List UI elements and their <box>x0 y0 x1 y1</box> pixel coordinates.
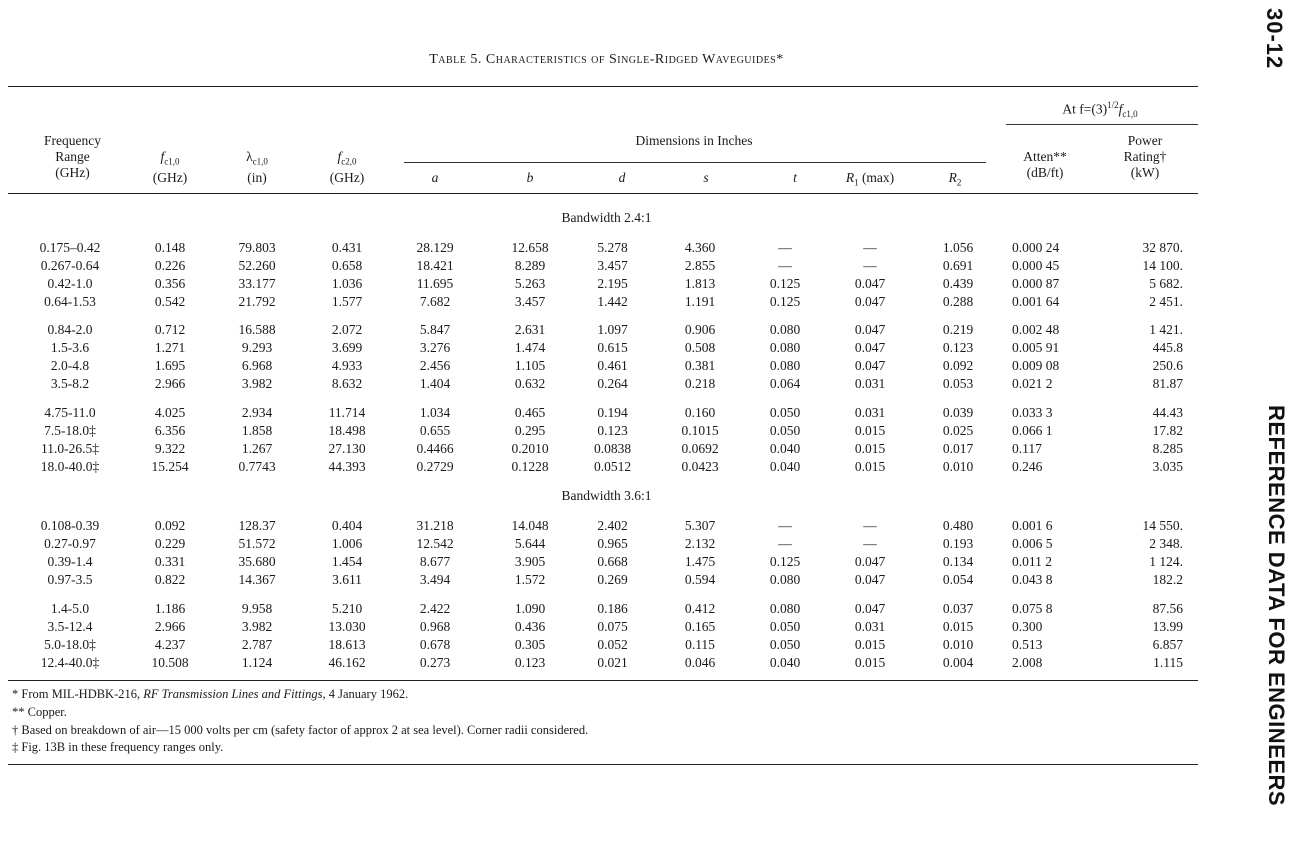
cell-lambda: 9.958 <box>241 601 273 616</box>
cell-freq-range: 2.0-4.8 <box>50 358 90 373</box>
cell-dim-t: 0.064 <box>769 376 801 391</box>
cell-power: 14 100. <box>1142 258 1183 273</box>
cell-atten: 0.117 <box>1012 441 1042 456</box>
at-f-header: At $f=(3)^{1/2}f_{c1,0}$ <box>1062 100 1138 120</box>
cell-fc10: 1.271 <box>154 340 186 355</box>
cell-dim-t: 0.125 <box>769 276 801 291</box>
dimensions-rule <box>404 162 986 163</box>
cell-dim-t: — <box>778 258 792 273</box>
cell-dim-s: 0.046 <box>684 655 716 670</box>
cell-dim-d: 0.0512 <box>593 459 632 474</box>
cell-fc10: 4.237 <box>154 637 186 652</box>
cell-fc10: 0.092 <box>154 518 186 533</box>
cell-dim-t: 0.125 <box>769 294 801 309</box>
cell-power: 17.82 <box>1152 423 1183 438</box>
cell-power: 81.87 <box>1152 376 1183 391</box>
cell-atten: 0.075 8 <box>1012 601 1053 616</box>
cell-dim-r1: — <box>863 240 877 255</box>
cell-fc10: 0.229 <box>154 536 186 551</box>
cell-dim-t: 0.080 <box>769 572 801 587</box>
cell-dim-s: 1.191 <box>684 294 716 309</box>
cell-lambda: 2.934 <box>241 405 273 420</box>
cell-dim-a: 12.542 <box>416 536 454 551</box>
cell-dim-a: 3.494 <box>419 572 451 587</box>
cell-fc10: 0.542 <box>154 294 186 309</box>
cell-lambda: 52.260 <box>238 258 276 273</box>
cell-dim-s: 2.132 <box>684 536 716 551</box>
cell-lambda: 2.787 <box>241 637 273 652</box>
cell-atten: 0.043 8 <box>1012 572 1053 587</box>
cell-dim-s: 0.594 <box>684 572 716 587</box>
cell-lambda: 128.37 <box>238 518 276 533</box>
cell-dim-b: 1.572 <box>514 572 546 587</box>
cell-lambda: 6.968 <box>241 358 273 373</box>
dim-b-header: b <box>526 170 534 185</box>
cell-lambda: 1.267 <box>241 441 273 456</box>
cell-lambda: 1.858 <box>241 423 273 438</box>
cell-dim-b: 0.632 <box>514 376 546 391</box>
cell-dim-t: 0.040 <box>769 441 801 456</box>
cell-dim-r2: 0.092 <box>942 358 974 373</box>
cell-dim-d: 0.123 <box>597 423 628 438</box>
cell-atten: 0.005 91 <box>1012 340 1060 355</box>
cell-dim-r2: 0.691 <box>942 258 974 273</box>
cell-dim-s: 1.813 <box>684 276 716 291</box>
cell-fc10: 15.254 <box>151 459 189 474</box>
cell-dim-d: 0.186 <box>597 601 628 616</box>
cell-atten: 2.008 <box>1012 655 1043 670</box>
cell-dim-s: 5.307 <box>684 518 716 533</box>
footnote-source: * From MIL-HDBK-216, RF Transmission Lines and Fittings, 4 January 1962. <box>12 687 409 701</box>
cell-dim-r2: 0.134 <box>942 554 974 569</box>
cell-dim-r2: 0.025 <box>942 423 974 438</box>
cell-power: 8.285 <box>1152 441 1183 456</box>
header-bottom-rule <box>8 193 1198 194</box>
cell-dim-b: 14.048 <box>511 518 549 533</box>
cell-dim-r1: 0.047 <box>854 572 886 587</box>
top-rule <box>8 86 1198 87</box>
table-title: Table 5. Characteristics of Single-Ridged Waveguides* <box>429 52 784 67</box>
cell-freq-range: 0.27-0.97 <box>44 536 96 551</box>
cell-dim-b: 2.631 <box>514 322 546 337</box>
cell-freq-range: 0.42-1.0 <box>47 276 93 291</box>
cell-fc20: 0.431 <box>331 240 363 255</box>
cell-fc10: 0.822 <box>154 572 186 587</box>
cell-dim-b: 3.905 <box>514 554 546 569</box>
cell-fc10: 2.966 <box>154 376 186 391</box>
cell-dim-r2: 0.015 <box>942 619 974 634</box>
cell-freq-range: 4.75-11.0 <box>44 405 96 420</box>
cell-dim-r2: 0.010 <box>942 637 974 652</box>
cell-dim-s: 0.0423 <box>681 459 719 474</box>
cell-dim-a: 1.404 <box>419 376 451 391</box>
cell-dim-r2: 1.056 <box>942 240 974 255</box>
cell-dim-b: 0.465 <box>514 405 546 420</box>
cell-dim-d: 1.097 <box>597 322 628 337</box>
cell-fc10: 9.322 <box>154 441 186 456</box>
cell-atten: 0.033 3 <box>1012 405 1053 420</box>
cell-dim-t: 0.040 <box>769 655 801 670</box>
cell-dim-b: 5.644 <box>514 536 546 551</box>
cell-power: 14 550. <box>1142 518 1183 533</box>
dim-a-header: a <box>431 170 439 185</box>
dim-d-header: d <box>618 170 626 185</box>
cell-dim-s: 0.115 <box>685 637 715 652</box>
cell-fc10: 0.226 <box>154 258 186 273</box>
cell-fc20: 3.611 <box>332 572 362 587</box>
cell-dim-a: 1.034 <box>419 405 451 420</box>
cell-dim-b: 0.2010 <box>511 441 549 456</box>
cell-dim-d: 2.195 <box>597 276 628 291</box>
cell-fc10: 10.508 <box>151 655 189 670</box>
dimensions-header: Dimensions in Inches <box>635 133 753 148</box>
cell-power: 1.115 <box>1153 655 1183 670</box>
page-bottom-rule <box>8 764 1198 765</box>
cell-dim-b: 0.295 <box>514 423 546 438</box>
cell-fc20: 13.030 <box>328 619 366 634</box>
cell-atten: 0.246 <box>1012 459 1043 474</box>
dim-r2-header: $R_2$ <box>948 170 962 188</box>
cell-atten: 0.000 24 <box>1012 240 1060 255</box>
cell-dim-r1: 0.047 <box>854 340 886 355</box>
cell-fc10: 0.148 <box>154 240 186 255</box>
cell-fc20: 2.072 <box>331 322 363 337</box>
cell-freq-range: 0.175–0.42 <box>39 240 101 255</box>
cell-dim-d: 0.461 <box>597 358 628 373</box>
cell-atten: 0.002 48 <box>1012 322 1060 337</box>
cell-fc10: 4.025 <box>154 405 186 420</box>
cell-dim-t: — <box>778 536 792 551</box>
cell-dim-a: 0.678 <box>419 637 451 652</box>
fc10-header: $f_{c1,0}$ (GHz) <box>152 149 188 185</box>
cell-fc20: 44.393 <box>328 459 366 474</box>
cell-dim-d: 3.457 <box>597 258 628 273</box>
cell-lambda: 9.293 <box>241 340 273 355</box>
cell-dim-d: 2.402 <box>597 518 628 533</box>
cell-dim-s: 0.412 <box>684 601 716 616</box>
cell-dim-a: 28.129 <box>416 240 454 255</box>
cell-dim-t: 0.080 <box>769 601 801 616</box>
cell-dim-r2: 0.053 <box>942 376 974 391</box>
cell-dim-d: 0.965 <box>597 536 628 551</box>
cell-fc20: 27.130 <box>328 441 366 456</box>
freq-range-header: Frequency Range (GHz) <box>44 133 101 180</box>
cell-dim-b: 1.090 <box>514 601 546 616</box>
cell-dim-r2: 0.039 <box>942 405 974 420</box>
cell-fc20: 4.933 <box>331 358 363 373</box>
cell-dim-r1: 0.031 <box>854 619 886 634</box>
cell-power: 445.8 <box>1152 340 1183 355</box>
cell-dim-r2: 0.219 <box>942 322 974 337</box>
cell-dim-r2: 0.480 <box>942 518 974 533</box>
cell-dim-b: 0.1228 <box>511 459 549 474</box>
cell-atten: 0.009 08 <box>1012 358 1060 373</box>
cell-dim-d: 0.264 <box>597 376 628 391</box>
cell-freq-range: 1.4-5.0 <box>50 601 90 616</box>
cell-fc20: 8.632 <box>331 376 363 391</box>
cell-dim-r1: 0.047 <box>854 322 886 337</box>
cell-dim-d: 5.278 <box>597 240 628 255</box>
cell-freq-range: 0.64-1.53 <box>44 294 96 309</box>
cell-dim-r1: 0.047 <box>854 358 886 373</box>
cell-freq-range: 0.39-1.4 <box>47 554 93 569</box>
cell-dim-a: 0.655 <box>419 423 451 438</box>
cell-dim-r1: 0.031 <box>854 405 886 420</box>
cell-fc20: 5.210 <box>331 601 363 616</box>
cell-fc10: 1.695 <box>154 358 186 373</box>
lambda-header: $\lambda_{c1,0}$ (in) <box>246 149 268 185</box>
cell-fc20: 1.006 <box>331 536 363 551</box>
cell-fc20: 18.498 <box>328 423 366 438</box>
cell-dim-b: 0.436 <box>514 619 546 634</box>
cell-dim-s: 4.360 <box>684 240 716 255</box>
cell-lambda: 0.7743 <box>238 459 276 474</box>
cell-atten: 0.021 2 <box>1012 376 1053 391</box>
cell-dim-d: 0.052 <box>597 637 628 652</box>
cell-dim-r1: 0.031 <box>854 376 886 391</box>
cell-atten: 0.001 6 <box>1012 518 1053 533</box>
cell-fc20: 0.658 <box>331 258 363 273</box>
cell-dim-s: 0.160 <box>684 405 716 420</box>
cell-power: 1 421. <box>1149 322 1183 337</box>
cell-dim-r1: 0.015 <box>854 459 886 474</box>
cell-power: 44.43 <box>1152 405 1183 420</box>
cell-dim-r1: 0.015 <box>854 423 886 438</box>
cell-atten: 0.001 64 <box>1012 294 1060 309</box>
cell-dim-b: 1.105 <box>514 358 546 373</box>
cell-dim-r1: — <box>863 536 877 551</box>
cell-dim-a: 0.968 <box>419 619 451 634</box>
cell-atten: 0.066 1 <box>1012 423 1053 438</box>
footnote-copper: ** Copper. <box>12 705 67 719</box>
cell-lambda: 51.572 <box>238 536 276 551</box>
cell-atten: 0.000 87 <box>1012 276 1060 291</box>
page-number: 30-12 <box>1262 8 1287 70</box>
cell-dim-a: 0.273 <box>419 655 451 670</box>
cell-dim-d: 0.615 <box>597 340 628 355</box>
cell-power: 6.857 <box>1152 637 1183 652</box>
cell-dim-b: 8.289 <box>514 258 546 273</box>
cell-dim-a: 2.422 <box>419 601 451 616</box>
cell-dim-b: 5.263 <box>514 276 546 291</box>
cell-dim-a: 18.421 <box>416 258 454 273</box>
cell-fc10: 0.331 <box>154 554 186 569</box>
cell-fc20: 11.714 <box>328 405 366 420</box>
cell-freq-range: 0.97-3.5 <box>47 572 93 587</box>
side-running-title: REFERENCE DATA FOR ENGINEERS <box>1264 405 1289 807</box>
cell-dim-a: 0.4466 <box>416 441 454 456</box>
cell-lambda: 21.792 <box>238 294 276 309</box>
cell-lambda: 35.680 <box>238 554 276 569</box>
cell-dim-d: 0.269 <box>597 572 628 587</box>
cell-dim-t: 0.125 <box>769 554 801 569</box>
cell-dim-d: 1.442 <box>597 294 628 309</box>
cell-freq-range: 3.5-8.2 <box>50 376 90 391</box>
cell-fc20: 0.404 <box>331 518 363 533</box>
cell-fc20: 1.577 <box>331 294 363 309</box>
cell-dim-r1: 0.015 <box>854 637 886 652</box>
cell-dim-s: 0.906 <box>684 322 716 337</box>
cell-dim-d: 0.194 <box>597 405 628 420</box>
cell-dim-r1: — <box>863 518 877 533</box>
dim-r1-header: $R_1$ (max) <box>845 170 895 188</box>
cell-dim-r2: 0.193 <box>942 536 974 551</box>
cell-dim-r1: — <box>863 258 877 273</box>
cell-power: 182.2 <box>1152 572 1183 587</box>
cell-lambda: 3.982 <box>241 619 273 634</box>
cell-dim-t: 0.050 <box>769 637 801 652</box>
cell-freq-range: 3.5-12.4 <box>47 619 93 634</box>
cell-dim-s: 0.1015 <box>681 423 719 438</box>
cell-freq-range: 1.5-3.6 <box>50 340 90 355</box>
cell-fc10: 0.712 <box>154 322 186 337</box>
cell-dim-r1: 0.047 <box>854 554 886 569</box>
cell-freq-range: 12.4-40.0‡ <box>40 655 100 670</box>
cell-dim-s: 0.381 <box>684 358 716 373</box>
cell-lambda: 3.982 <box>241 376 273 391</box>
cell-dim-a: 3.276 <box>419 340 451 355</box>
cell-dim-a: 5.847 <box>419 322 451 337</box>
fc20-header: $f_{c2,0}$ (GHz) <box>329 149 365 185</box>
cell-dim-b: 3.457 <box>514 294 546 309</box>
cell-power: 87.56 <box>1152 601 1183 616</box>
cell-lambda: 33.177 <box>238 276 276 291</box>
cell-atten: 0.000 45 <box>1012 258 1060 273</box>
cell-dim-t: 0.080 <box>769 340 801 355</box>
cell-dim-d: 0.021 <box>597 655 628 670</box>
cell-atten: 0.006 5 <box>1012 536 1053 551</box>
cell-dim-s: 1.475 <box>684 554 716 569</box>
section-title: Bandwidth 2.4:1 <box>561 210 652 225</box>
cell-fc20: 1.454 <box>331 554 363 569</box>
cell-dim-a: 11.695 <box>416 276 454 291</box>
cell-dim-t: 0.080 <box>769 358 801 373</box>
cell-dim-a: 0.2729 <box>416 459 454 474</box>
cell-fc20: 18.613 <box>328 637 366 652</box>
cell-dim-r1: 0.047 <box>854 601 886 616</box>
footnote-fig: ‡ Fig. 13B in these frequency ranges only. <box>12 740 224 754</box>
cell-dim-t: 0.080 <box>769 322 801 337</box>
dim-t-header: t <box>793 170 797 185</box>
cell-atten: 0.300 <box>1012 619 1043 634</box>
cell-dim-b: 0.305 <box>514 637 546 652</box>
cell-dim-b: 1.474 <box>514 340 546 355</box>
cell-dim-d: 0.0838 <box>593 441 632 456</box>
cell-dim-s: 2.855 <box>684 258 716 273</box>
cell-freq-range: 0.267-0.64 <box>40 258 100 273</box>
cell-lambda: 79.803 <box>238 240 276 255</box>
section-title: Bandwidth 3.6:1 <box>561 488 652 503</box>
cell-power: 5 682. <box>1149 276 1183 291</box>
cell-dim-r1: 0.015 <box>854 441 886 456</box>
cell-fc10: 0.356 <box>154 276 186 291</box>
cell-dim-d: 0.075 <box>597 619 628 634</box>
cell-fc10: 6.356 <box>154 423 186 438</box>
cell-dim-r1: 0.047 <box>854 276 886 291</box>
cell-power: 3.035 <box>1152 459 1183 474</box>
cell-freq-range: 11.0-26.5‡ <box>41 441 99 456</box>
cell-lambda: 16.588 <box>238 322 276 337</box>
cell-dim-a: 8.677 <box>419 554 451 569</box>
cell-dim-b: 0.123 <box>514 655 546 670</box>
cell-dim-b: 12.658 <box>511 240 549 255</box>
cell-dim-a: 7.682 <box>419 294 451 309</box>
cell-dim-r2: 0.037 <box>942 601 974 616</box>
cell-power: 13.99 <box>1152 619 1183 634</box>
atten-header: Atten** (dB/ft) <box>1023 149 1067 180</box>
at-f-rule <box>1006 124 1198 125</box>
cell-dim-d: 0.668 <box>597 554 628 569</box>
cell-freq-range: 5.0-18.0‡ <box>44 637 96 652</box>
cell-dim-t: 0.050 <box>769 405 801 420</box>
cell-atten: 0.011 2 <box>1012 554 1052 569</box>
cell-dim-r2: 0.123 <box>942 340 974 355</box>
footnote-breakdown: † Based on breakdown of air—15 000 volts per cm (safety factor of approx 2 at sea level). Corner radii considered. <box>12 723 589 737</box>
cell-lambda: 14.367 <box>238 572 276 587</box>
cell-fc10: 2.966 <box>154 619 186 634</box>
cell-dim-r2: 0.017 <box>942 441 974 456</box>
cell-freq-range: 0.108-0.39 <box>40 518 100 533</box>
cell-fc20: 3.699 <box>331 340 363 355</box>
cell-dim-r1: 0.015 <box>854 655 886 670</box>
cell-dim-s: 0.218 <box>684 376 716 391</box>
cell-dim-t: — <box>778 240 792 255</box>
cell-dim-r2: 0.054 <box>942 572 974 587</box>
cell-dim-a: 2.456 <box>419 358 451 373</box>
cell-dim-t: — <box>778 518 792 533</box>
cell-fc20: 46.162 <box>328 655 366 670</box>
cell-freq-range: 18.0-40.0‡ <box>40 459 100 474</box>
cell-power: 250.6 <box>1152 358 1183 373</box>
cell-power: 1 124. <box>1149 554 1183 569</box>
cell-fc10: 1.186 <box>154 601 186 616</box>
cell-dim-s: 0.165 <box>684 619 716 634</box>
cell-dim-s: 0.0692 <box>681 441 719 456</box>
cell-dim-r2: 0.004 <box>942 655 974 670</box>
dim-s-header: s <box>703 170 709 185</box>
cell-dim-a: 31.218 <box>416 518 454 533</box>
cell-dim-t: 0.050 <box>769 423 801 438</box>
cell-power: 2 451. <box>1149 294 1183 309</box>
cell-power: 32 870. <box>1142 240 1183 255</box>
cell-lambda: 1.124 <box>241 655 273 670</box>
cell-dim-r1: 0.047 <box>854 294 886 309</box>
cell-dim-t: 0.050 <box>769 619 801 634</box>
cell-dim-t: 0.040 <box>769 459 801 474</box>
cell-dim-r2: 0.288 <box>942 294 974 309</box>
cell-freq-range: 7.5-18.0‡ <box>44 423 96 438</box>
cell-atten: 0.513 <box>1012 637 1043 652</box>
cell-power: 2 348. <box>1149 536 1183 551</box>
cell-fc20: 1.036 <box>331 276 363 291</box>
table-bottom-rule <box>8 680 1198 681</box>
cell-freq-range: 0.84-2.0 <box>47 322 93 337</box>
cell-dim-s: 0.508 <box>684 340 716 355</box>
cell-dim-r2: 0.010 <box>942 459 974 474</box>
power-header: Power Rating† (kW) <box>1123 133 1167 180</box>
cell-dim-r2: 0.439 <box>942 276 974 291</box>
